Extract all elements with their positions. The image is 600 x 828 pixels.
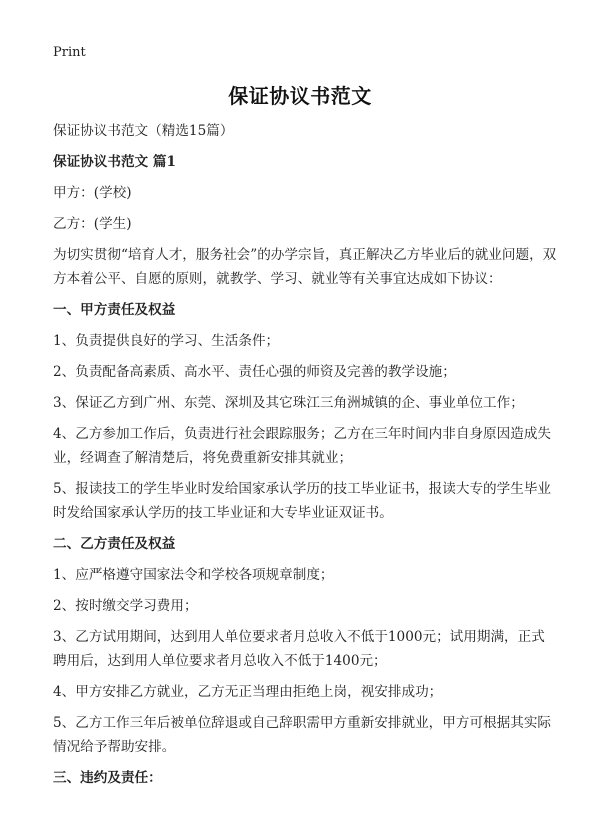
party-a-line: 甲方：(学校) [53, 185, 132, 201]
intro-paragraph: 为切实贯彻“培育人才，服务社会”的办学宗旨，真正解决乙方毕业后的就业问题，双方本着公平、自愿的原则，就教学、学习、就业等有关事宜达成如下协议： [53, 247, 557, 287]
list-item: 4、乙方参加工作后，负责进行社会跟踪服务；乙方在三年时间内非自身原因造成失业，经调查了解清楚后，将免费重新安排其就业； [53, 426, 552, 466]
list-item: 5、报读技工的学生毕业时发给国家承认学历的技工毕业证书，报读大专的学生毕业时发给国家承认学历的技工毕业证和大专毕业证双证书。 [53, 481, 552, 521]
section-heading-party-a: 一、甲方责任及权益 [53, 302, 176, 318]
list-item: 1、应严格遵守国家法令和学校各项规章制度； [53, 567, 334, 583]
list-item: 5、乙方工作三年后被单位辞退或自己辞职需甲方重新安排就业，甲方可根据其实际情况给予帮助安排。 [53, 715, 552, 755]
section-heading-party-b: 二、乙方责任及权益 [53, 536, 176, 552]
list-item: 3、乙方试用期间，达到用人单位要求者月总收入不低于1000元；试用期满，正式聘用后，达到用人单位要求者月总收入不低于1400元； [53, 629, 545, 669]
list-item: 2、按时缴交学习费用； [53, 598, 198, 614]
document-subtitle: 保证协议书范文（精选15篇） [53, 123, 234, 139]
document-title: 保证协议书范文 [228, 84, 372, 108]
list-item: 2、负责配备高素质、高水平、责任心强的师资及完善的教学设施； [53, 364, 456, 380]
list-item: 4、甲方安排乙方就业，乙方无正当理由拒绝上岗，视安排成功； [53, 684, 443, 700]
section-heading-breach: 三、违约及责任： [53, 770, 162, 786]
article-heading: 保证协议书范文 篇1 [53, 154, 176, 170]
party-b-line: 乙方：(学生) [53, 216, 132, 232]
document-body [53, 119, 558, 797]
print-link[interactable]: Print [53, 45, 86, 60]
list-item: 1、负责提供良好的学习、生活条件； [53, 333, 280, 349]
list-item: 3、保证乙方到广州、东莞、深圳及其它珠江三角洲城镇的企、事业单位工作； [53, 395, 524, 411]
